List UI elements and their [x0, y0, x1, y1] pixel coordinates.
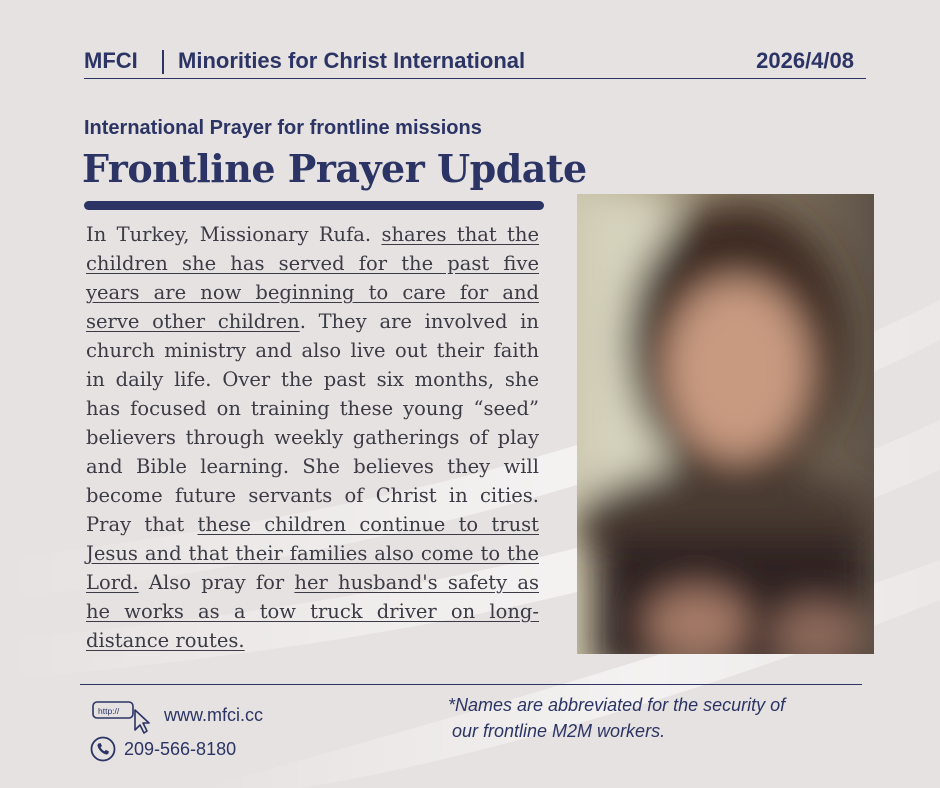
org-name: Minorities for Christ International	[178, 48, 526, 73]
body-underline-1: shares that the children she has served for the past five years are now beginning to care for and serve other children	[86, 223, 539, 333]
header-divider	[162, 50, 164, 74]
footnote-line-1: *Names are abbreviated for the security of	[448, 695, 786, 715]
footnote-line-2: our frontline M2M workers.	[452, 721, 666, 741]
phone-number[interactable]: 209-566-8180	[124, 739, 237, 759]
phone-row[interactable]	[90, 736, 350, 762]
title-underline-bar	[84, 201, 544, 210]
subtitle: International Prayer for frontline missions	[84, 117, 482, 139]
page-title: Frontline Prayer Update	[82, 146, 587, 191]
body-text-2: . They are involved in church ministry and also live out their faith in daily life. Over the past six months, she has focused on training these young “seed” believers through weekly gatherings of play and Bible learning. She believes they will become future servants of Christ in cities. Pray that	[86, 310, 539, 536]
header-rule	[84, 78, 866, 79]
web-cursor-icon	[92, 700, 150, 734]
brand-acronym: MFCI	[84, 48, 138, 73]
phone-icon	[90, 736, 116, 762]
url-icon-label: http://	[98, 706, 120, 716]
body-text-3: Also pray for	[138, 571, 295, 594]
missionary-photo-blurred	[577, 194, 874, 654]
website-row[interactable]	[92, 700, 352, 734]
footer-rule	[80, 684, 862, 685]
prayer-body	[86, 220, 539, 655]
website-link[interactable]: www.mfci.cc	[164, 705, 263, 725]
body-underline-3: her husband's safety as he works as a tow truck driver on long-distance routes.	[86, 571, 539, 652]
header	[84, 48, 866, 78]
body-text-1: In Turkey, Missionary Rufa.	[86, 223, 382, 246]
body-underline-2: these children continue to trust Jesus and that their families also come to the Lord.	[86, 513, 539, 594]
header-date: 2026/4/08	[756, 48, 854, 73]
security-footnote	[448, 692, 868, 744]
